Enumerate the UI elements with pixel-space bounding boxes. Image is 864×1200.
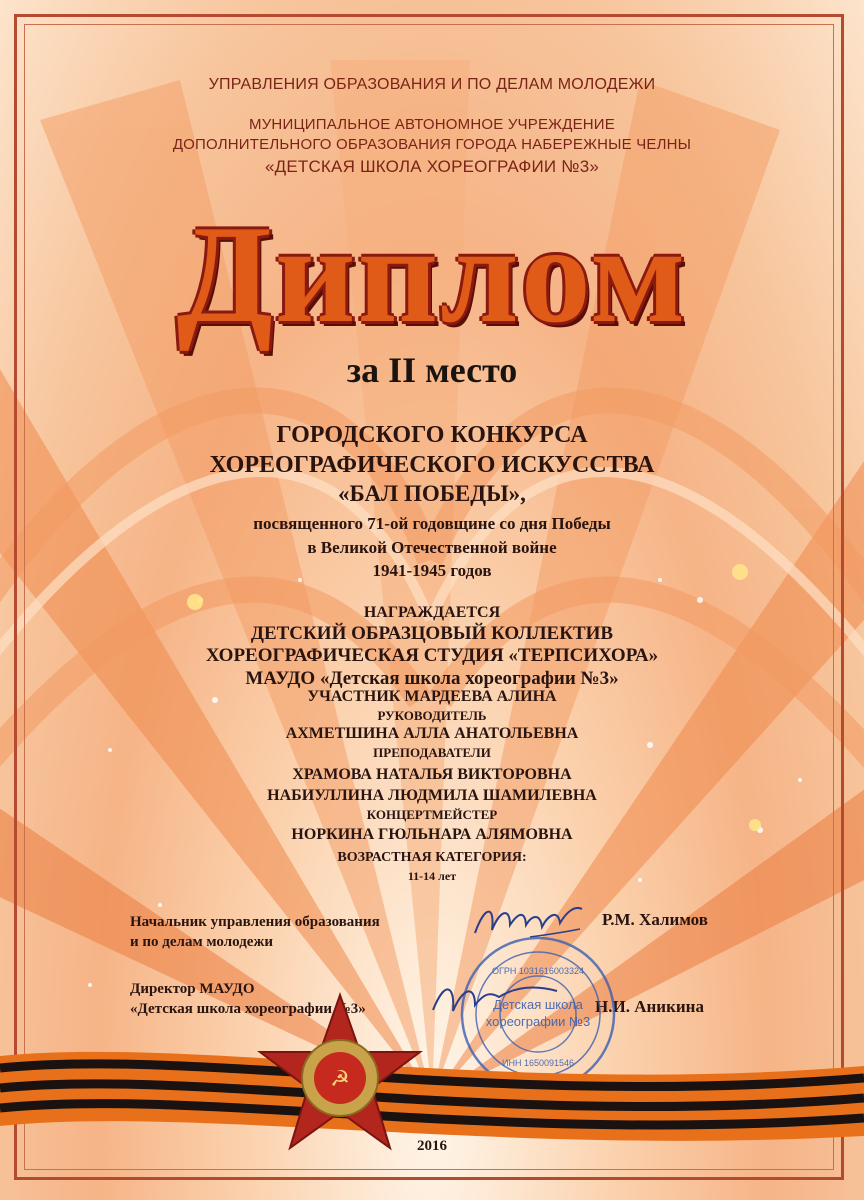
age-category-label: ВОЗРАСТНАЯ КАТЕГОРИЯ: (337, 850, 527, 865)
competition-name: «БАЛ ПОБЕДЫ», (338, 481, 526, 506)
header-institution-type: МУНИЦИПАЛЬНОЕ АВТОНОМНОЕ УЧРЕЖДЕНИЕ (249, 116, 615, 133)
school-line: МАУДО «Детская школа хореографии №3» (245, 668, 619, 689)
awarded-label: НАГРАЖДАЕТСЯ (363, 604, 501, 621)
competition-war: в Великой Отечественной войне (307, 538, 557, 557)
stamp-text-1: Детская школа (493, 997, 583, 1012)
director-name: Н.И. Аникина (595, 997, 704, 1016)
diploma-title: Диплом (176, 197, 688, 352)
stamp-inn: ИНН 1650091546 (501, 1058, 575, 1068)
stamp-text-2: хореографии №3 (485, 1014, 591, 1029)
header-school-name: «ДЕТСКАЯ ШКОЛА ХОРЕОГРАФИИ №3» (264, 157, 600, 176)
header-city: ДОПОЛНИТЕЛЬНОГО ОБРАЗОВАНИЯ ГОРОДА НАБЕРЕЖНЫЕ ЧЕЛНЫ (172, 136, 692, 153)
teachers-label: ПРЕПОДАВАТЕЛИ (373, 745, 491, 760)
leader-label: РУКОВОДИТЕЛЬ (377, 708, 487, 723)
director-title-line-1: Директор МАУДО (130, 981, 255, 997)
director-title-line-2: «Детская школа хореографии №3» (130, 1001, 366, 1017)
age-category-value: 11-14 лет (407, 869, 457, 883)
collective-line-2: ХОРЕОГРАФИЧЕСКАЯ СТУДИЯ «ТЕРПСИХОРА» (205, 645, 659, 666)
stamp-ogrn: ОГРН 1031616003324 (492, 966, 584, 976)
competition-line-1: ГОРОДСКОГО КОНКУРСА (276, 422, 588, 448)
director-signature (425, 975, 565, 1025)
patriotic-war-medal (255, 990, 425, 1160)
competition-dedication: посвященного 71-ой годовщине со дня Победы (253, 514, 611, 533)
header-department: УПРАВЛЕНИЯ ОБРАЗОВАНИЯ И ПО ДЕЛАМ МОЛОДЕЖИ (208, 76, 656, 93)
teacher-2: НАБИУЛЛИНА ЛЮДМИЛА ШАМИЛЕВНА (267, 787, 597, 804)
accompanist-label: КОНЦЕРТМЕЙСТЕР (366, 807, 498, 822)
accompanist-name: НОРКИНА ГЮЛЬНАРА АЛЯМОВНА (291, 826, 573, 843)
svg-text:☭: ☭ (330, 1067, 350, 1092)
competition-line-2: ХОРЕОГРАФИЧЕСКОГО ИСКУССТВА (209, 452, 655, 478)
teacher-1: ХРАМОВА НАТАЛЬЯ ВИКТОРОВНА (292, 766, 572, 783)
head-title-line-1: Начальник управления образования (130, 914, 380, 930)
participant-line: УЧАСТНИК МАРДЕЕВА АЛИНА (307, 688, 557, 705)
place-label: за II место (346, 350, 518, 390)
competition-years: 1941-1945 годов (372, 561, 492, 580)
head-name: Р.М. Халимов (602, 910, 708, 929)
st-george-ribbon (0, 1036, 864, 1146)
leader-name: АХМЕТШИНА АЛЛА АНАТОЛЬЕВНА (285, 725, 579, 742)
head-title-line-2: и по делам молодежи (130, 934, 273, 950)
collective-line-1: ДЕТСКИЙ ОБРАЗЦОВЫЙ КОЛЛЕКТИВ (250, 623, 614, 644)
year: 2016 (417, 1138, 447, 1154)
